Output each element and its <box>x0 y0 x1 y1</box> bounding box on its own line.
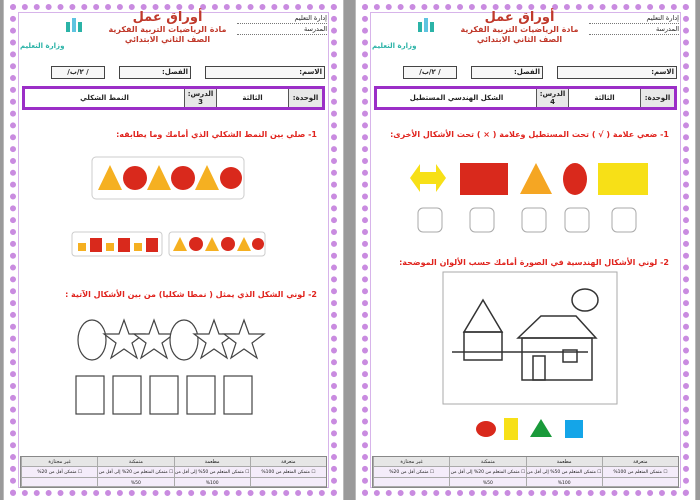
outline-oval-1[interactable] <box>78 320 106 360</box>
grade-title: الصف الثاني الابتدائي <box>124 35 211 44</box>
lesson-number-cell: الدرس: 3 <box>184 89 216 107</box>
subject-title: مادة الرياضيات التربية الفكرية <box>460 25 579 34</box>
lesson-number-cell: الدرس: 4 <box>536 89 568 107</box>
legend-blue-square <box>565 420 583 438</box>
rectangle-exercise-figures <box>356 0 697 500</box>
footer-option-4[interactable]: ☐ متمكن أقل من 20% <box>373 467 449 477</box>
pattern-circle-2 <box>171 166 195 190</box>
question-2: 2- لوني الشكل الذي يمثل ( نمطا شكليا) من بين الأشكال الآتية : <box>65 290 317 299</box>
pattern-circle-3 <box>220 167 242 189</box>
question-1: 1- ضعي علامة ( √ ) تحت المستطيل وعلامة ( × ) تحت الأشكال الأخرى: <box>390 130 669 139</box>
footer-header-2: مطعمة <box>526 457 602 466</box>
subject-title: مادة الرياضيات التربية الفكرية <box>108 25 227 34</box>
footer-header-3: متمكنة <box>449 457 525 466</box>
worksheet-title: أوراق عمل <box>132 10 203 25</box>
outline-box-4[interactable] <box>187 376 215 414</box>
outline-star-3[interactable] <box>194 320 234 358</box>
outline-star-2[interactable] <box>134 320 174 358</box>
outline-star-1[interactable] <box>104 320 144 358</box>
footer-header-1: متعرفة <box>250 457 326 466</box>
assessment-table <box>20 456 327 488</box>
worksheet-title: أوراق عمل <box>484 10 555 25</box>
choice-b-circle-2 <box>221 237 235 251</box>
unit-label: الوحدة: <box>288 89 322 107</box>
pattern-exercise-figures <box>4 0 345 500</box>
outline-box-1[interactable] <box>76 376 104 414</box>
admin-label: إدارة التعليم <box>589 14 679 24</box>
pattern-circle-1 <box>123 166 147 190</box>
date-field[interactable]: / ٢/ب/ <box>403 66 457 79</box>
question-1: 1- صلي بين النمط الشكلي الذي أمامك وما يطابقه: <box>116 130 317 139</box>
footer-header-1: متعرفة <box>602 457 678 466</box>
class-field[interactable]: الفصل: <box>119 66 191 79</box>
footer-option-1[interactable]: ☐ متمكن المتعلم من 100% <box>602 467 678 477</box>
answer-box-1[interactable] <box>418 208 442 232</box>
outline-box-2[interactable] <box>113 376 141 414</box>
legend-yellow-rectangle <box>504 418 518 440</box>
class-field[interactable]: الفصل: <box>471 66 543 79</box>
name-field[interactable]: الاسم: <box>205 66 325 79</box>
worksheet-page-rectangle <box>355 0 696 500</box>
lesson-title: النمط الشكلي <box>80 94 129 102</box>
grade-title: الصف الثاني الابتدائي <box>476 35 563 44</box>
footer-header-3: متمكنة <box>97 457 173 466</box>
unit-label: الوحدة: <box>640 89 674 107</box>
red-oval-shape <box>563 163 587 195</box>
outline-box-5[interactable] <box>224 376 252 414</box>
admin-label: إدارة التعليم <box>237 14 327 24</box>
legend-red-oval <box>476 421 496 437</box>
ministry-logo-text: وزارة التعليم <box>372 42 417 50</box>
footer-option-1[interactable]: ☐ متمكن المتعلم من 100% <box>250 467 326 477</box>
footer-option-3[interactable]: ☐ متمكن المتعلم من 20% إلى أقل من 50% <box>449 467 525 477</box>
answer-box-3[interactable] <box>522 208 546 232</box>
answer-box-4[interactable] <box>565 208 589 232</box>
red-rectangle-shape <box>460 163 508 195</box>
unit-value: الثالثة <box>568 89 640 107</box>
worksheet-page-pattern <box>3 0 344 500</box>
footer-header-4: غير مجتازة <box>21 457 97 466</box>
footer-option-2[interactable]: ☐ متمكن المتعلم من 50% إلى أقل من 100% <box>526 467 602 477</box>
choice-a-square-5 <box>134 243 142 251</box>
choice-a-square-4 <box>118 238 130 252</box>
lesson-title: الشكل الهندسي المستطيل <box>409 94 504 102</box>
choice-a-square-1 <box>78 243 86 251</box>
choice-a-square-2 <box>90 238 102 252</box>
footer-option-4[interactable]: ☐ متمكن أقل من 20% <box>21 467 97 477</box>
footer-option-3[interactable]: ☐ متمكن المتعلم من 20% إلى أقل من 50% <box>97 467 173 477</box>
unit-value: الثالثة <box>216 89 288 107</box>
lesson-number: 4 <box>550 98 555 106</box>
name-field[interactable]: الاسم: <box>557 66 677 79</box>
choice-b-circle-1 <box>189 237 203 251</box>
date-field[interactable]: / ٢/ب/ <box>51 66 105 79</box>
lesson-number: 3 <box>198 98 203 106</box>
outline-oval-2[interactable] <box>170 320 198 360</box>
assessment-table <box>372 456 679 488</box>
ministry-logo-text: وزارة التعليم <box>20 42 65 50</box>
school-label: المدرسة <box>237 25 327 35</box>
double-arrow-shape <box>410 164 446 192</box>
legend-green-triangle <box>530 419 552 437</box>
yellow-rectangle-shape <box>598 163 648 195</box>
outline-star-4[interactable] <box>224 320 264 358</box>
school-label: المدرسة <box>589 25 679 35</box>
footer-header-2: مطعمة <box>174 457 250 466</box>
footer-header-4: غير مجتازة <box>373 457 449 466</box>
outline-box-3[interactable] <box>150 376 178 414</box>
orange-triangle-shape <box>520 163 552 194</box>
choice-b-circle-3 <box>252 238 264 250</box>
footer-option-2[interactable]: ☐ متمكن المتعلم من 50% إلى أقل من 100% <box>174 467 250 477</box>
answer-box-5[interactable] <box>612 208 636 232</box>
answer-box-2[interactable] <box>470 208 494 232</box>
question-2: 2- لوني الأشكال الهندسية في الصورة أمامك حسب الألوان الموضحة: <box>399 258 669 267</box>
choice-a-square-6 <box>146 238 158 252</box>
choice-a-square-3 <box>106 243 114 251</box>
